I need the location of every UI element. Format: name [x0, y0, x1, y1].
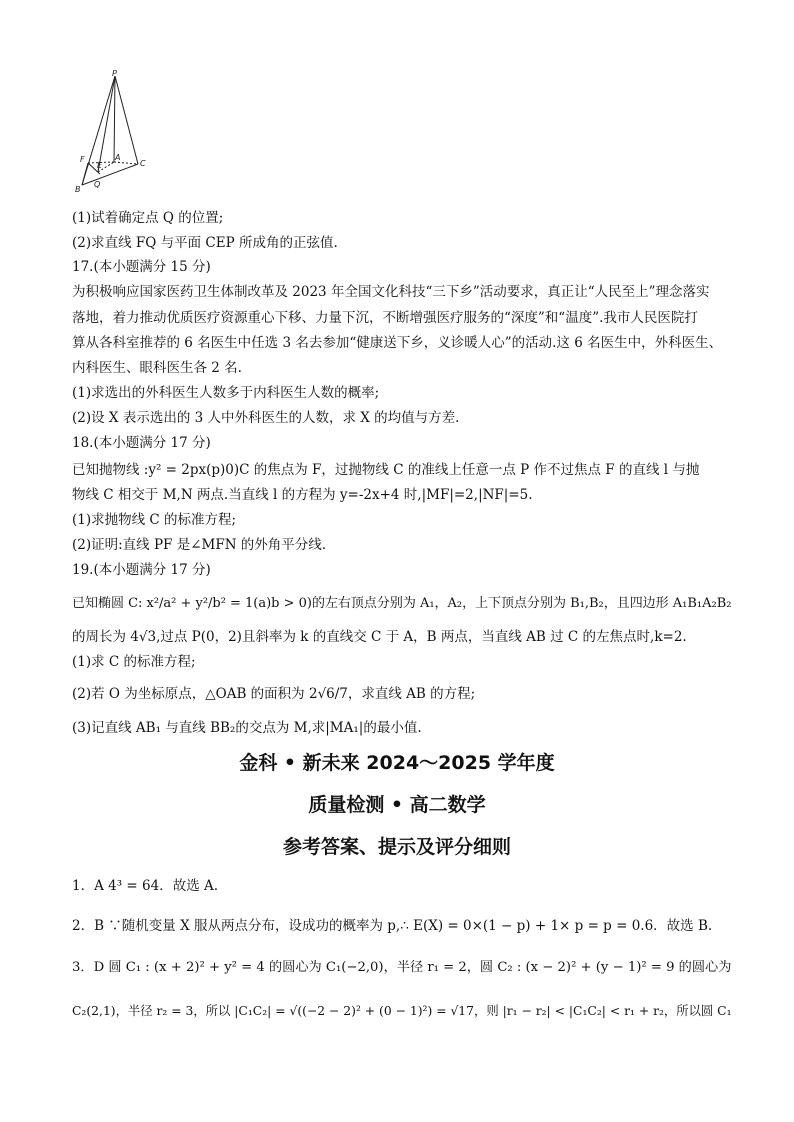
text-line: (2)设 X 表示选出的 3 人中外科医生的人数，求 X 的均值与方差.	[72, 410, 460, 426]
text-line: (1)求选出的外科医生人数多于内科医生人数的概率;	[72, 385, 380, 401]
label-p: P	[112, 69, 117, 78]
text-line: (1)求抛物线 C 的标准方程;	[72, 512, 237, 528]
text-line: (1)试着确定点 Q 的位置;	[72, 210, 224, 226]
problem-header: 17.(本小题满分 15 分)	[72, 259, 211, 275]
answer-section-title: 参考答案、提示及评分细则	[282, 836, 511, 858]
text-line: (3)记直线 AB₁ 与直线 BB₂的交点为 M,求|MA₁|的最小值.	[72, 720, 422, 736]
text-line: 落地，着力推动优质医疗资源重心下移、力量下沉，不断增强医疗服务的“深度”和“温度”.我市人民医院打	[72, 310, 698, 326]
answer-subtitle: 质量检测 • 高二数学	[308, 794, 486, 816]
label-b: B	[75, 185, 81, 194]
answer-title: 金科 • 新未来 2024～2025 学年度	[239, 752, 555, 774]
label-q: Q	[94, 180, 101, 189]
answer-line: C₂(2,1)，半径 r₂ = 3，所以 |C₁C₂| = √((−2 − 2)² + (0 − 1)²) = √17，则 |r₁ − r₂| < |C₁C₂| < r₁ + r₂，所以圆 C₁	[72, 1004, 732, 1018]
problem-header: 18.(本小题满分 17 分)	[72, 435, 211, 451]
label-a: A	[115, 153, 121, 162]
answer-line: 3．D 圆 C₁ : (x + 2)² + y² = 4 的圆心为 C₁(−2,0)，半径 r₁ = 2，圆 C₂ : (x − 2)² + (y − 1)² = 9 的圆心为	[72, 960, 732, 975]
label-c: C	[140, 159, 146, 168]
answer-line: 2．B ∵随机变量 X 服从两点分布，设成功的概率为 p,∴ E(X) = 0×(1 − p) + 1× p = p = 0.6．故选 B.	[72, 918, 713, 934]
text-line: (2)若 O 为坐标原点，△OAB 的面积为 2√6/7，求直线 AB 的方程;	[72, 686, 476, 702]
label-f: F	[80, 155, 85, 164]
label-e: E	[97, 161, 103, 170]
text-line: 算从各科室推荐的 6 名医生中任选 3 名去参加“健康送下乡，义诊暖人心”的活动.这 6 名医生中，外科医生、	[72, 335, 723, 351]
text-line: (2)证明:直线 PF 是∠MFN 的外角平分线.	[72, 537, 327, 553]
text-line: 已知椭圆 C: x²/a² + y²/b² = 1(a)b > 0)的左右顶点分别为 A₁，A₂，上下顶点分别为 B₁,B₂，且四边形 A₁B₁A₂B₂	[72, 596, 732, 611]
text-line: 的周长为 4√3,过点 P(0，2)且斜率为 k 的直线交 C 于 A，B 两点，当直线 AB 过 C 的左焦点时,k=2.	[72, 629, 687, 645]
text-line: 已知抛物线 :y² = 2px(p)0)C 的焦点为 F，过抛物线 C 的准线上任意一点 P 作不过焦点 F 的直线 l 与抛	[72, 462, 700, 478]
text-line: 为积极响应国家医药卫生体制改革及 2023 年全国文化科技“三下乡”活动要求，真正让“人民至上”理念落实	[72, 284, 710, 300]
text-line: 物线 C 相交于 M,N 两点.当直线 l 的方程为 y=-2x+4 时,|MF|=2,|NF|=5.	[72, 487, 533, 503]
text-line: 内科医生、眼科医生各 2 名.	[72, 360, 242, 376]
answer-line: 1．A 4³ = 64．故选 A.	[72, 878, 219, 894]
text-line: (1)求 C 的标准方程;	[72, 654, 196, 670]
text-line: (2)求直线 FQ 与平面 CEP 所成角的正弦值.	[72, 235, 338, 251]
pyramid-figure	[70, 68, 160, 196]
problem-header: 19.(本小题满分 17 分)	[72, 562, 211, 578]
